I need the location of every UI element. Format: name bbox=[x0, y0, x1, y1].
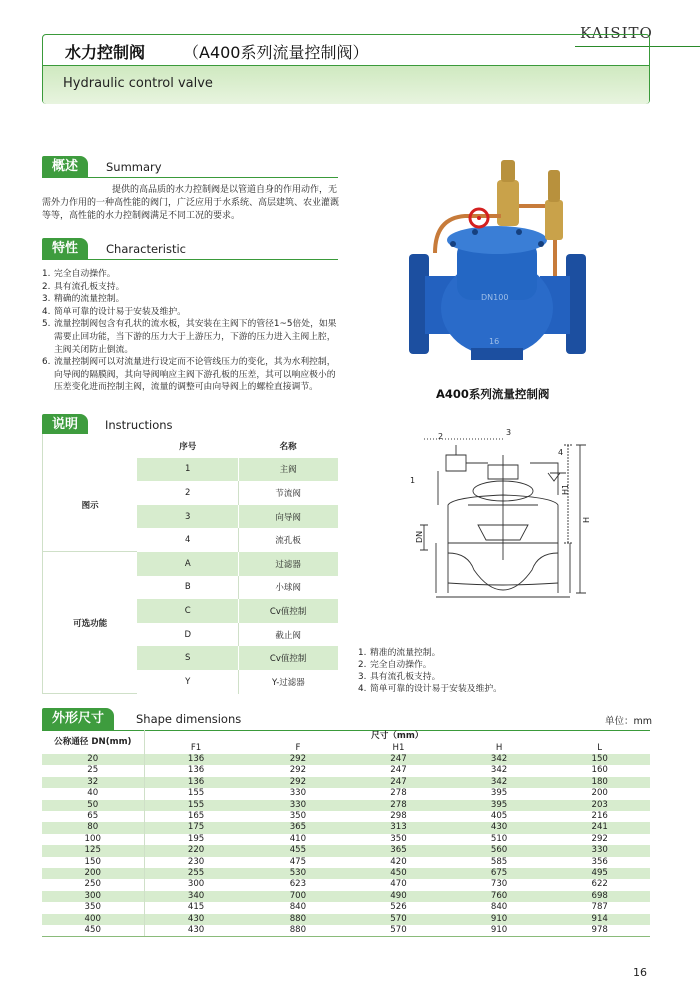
list-item: 3. 精确的流量控制。 bbox=[42, 294, 125, 305]
dimensions-heading-en: Shape dimensions bbox=[136, 712, 242, 726]
cell-value: 313 bbox=[348, 822, 449, 833]
body-mark-pn: 16 bbox=[489, 337, 500, 346]
instructions-table bbox=[42, 434, 338, 694]
cell-value: 180 bbox=[549, 777, 650, 788]
drawing-label-2: 2 bbox=[438, 432, 444, 441]
title-top bbox=[43, 35, 649, 65]
cell-value: 730 bbox=[449, 879, 550, 890]
table-subheader-row: F1 F H1 H L bbox=[190, 742, 603, 753]
cell-value: 365 bbox=[248, 822, 349, 833]
cell-value: 675 bbox=[449, 868, 550, 879]
table-row: 图示 1 主阀 bbox=[43, 458, 338, 482]
cell-dn: 250 bbox=[42, 879, 144, 890]
drawing-label-dn: DN bbox=[415, 530, 424, 543]
dimensions-table-body bbox=[42, 754, 650, 937]
list-item: 5. 流量控制阀包含有孔状的流水板，其安装在主阀下的管径1~5倍处，如果需要止回功能，当下游的压力大于上游压力，下游的压力进入主阀上腔，主阀关闭防止倒流。 bbox=[42, 319, 337, 355]
cell-value: 300 bbox=[144, 879, 248, 890]
cell-value: 526 bbox=[348, 902, 449, 913]
cell-value: 255 bbox=[144, 868, 248, 879]
body-mark-dn: DN100 bbox=[481, 293, 509, 302]
dimensions-tag: 外形尺寸 bbox=[42, 708, 114, 730]
cell-value: 395 bbox=[449, 800, 550, 811]
drawing-label-4: 4 bbox=[558, 448, 564, 457]
cell-value: 350 bbox=[348, 834, 449, 845]
cell-dn: 350 bbox=[42, 902, 144, 913]
col-header-no: 序号 bbox=[137, 434, 239, 458]
table-row bbox=[42, 925, 650, 937]
group-label-diagram: 图示 bbox=[43, 458, 138, 552]
photo-caption: A400系列流量控制阀 bbox=[436, 387, 550, 401]
table-row bbox=[42, 788, 650, 799]
summary-heading-en: Summary bbox=[106, 160, 162, 174]
page-title-model: （A400系列流量控制阀） bbox=[183, 43, 369, 62]
cell-value: 160 bbox=[549, 765, 650, 776]
cell-value: 350 bbox=[248, 811, 349, 822]
cell-value: 155 bbox=[144, 800, 248, 811]
cell-value: 292 bbox=[549, 834, 650, 845]
cell-value: 330 bbox=[248, 800, 349, 811]
cell-dn: 80 bbox=[42, 822, 144, 833]
cell-value: 330 bbox=[248, 788, 349, 799]
cell-value: 420 bbox=[348, 857, 449, 868]
dimensions-table bbox=[42, 730, 650, 937]
cell-dn: 100 bbox=[42, 834, 144, 845]
cell-value: 203 bbox=[549, 800, 650, 811]
cell-value: 530 bbox=[248, 868, 349, 879]
cell-value: 216 bbox=[549, 811, 650, 822]
list-item: 4. 简单可靠的设计易于安装及维护。 bbox=[358, 684, 502, 694]
list-item: 1. 完全自动操作。 bbox=[42, 269, 116, 279]
cell-value: 136 bbox=[144, 777, 248, 788]
cell-value: 570 bbox=[348, 914, 449, 925]
cell-value: 195 bbox=[144, 834, 248, 845]
cell-dn: 65 bbox=[42, 811, 144, 822]
features-list bbox=[358, 647, 502, 695]
table-row bbox=[42, 834, 650, 845]
cell-value: 585 bbox=[449, 857, 550, 868]
cell-value: 560 bbox=[449, 845, 550, 856]
list-item: 3. 具有流孔板支持。 bbox=[358, 672, 441, 682]
table-row bbox=[42, 777, 650, 788]
drawing-label-h: H bbox=[582, 516, 591, 523]
table-row bbox=[42, 914, 650, 925]
characteristic-tag: 特性 bbox=[42, 238, 88, 260]
page-title-cn: 水力控制阀 bbox=[65, 43, 146, 62]
instructions-tag: 说明 bbox=[42, 414, 88, 436]
cell-value: 395 bbox=[449, 788, 550, 799]
cell-value: 247 bbox=[348, 754, 449, 765]
cell-value: 510 bbox=[449, 834, 550, 845]
cell-dn: 150 bbox=[42, 857, 144, 868]
table-row bbox=[42, 765, 650, 776]
cell-dn: 450 bbox=[42, 925, 144, 937]
cell-value: 150 bbox=[549, 754, 650, 765]
cell-value: 175 bbox=[144, 822, 248, 833]
cell-value: 622 bbox=[549, 879, 650, 890]
cell-value: 475 bbox=[248, 857, 349, 868]
table-row: 4 流孔板 bbox=[43, 528, 338, 552]
drawing-label-3: 3 bbox=[506, 428, 512, 437]
cell-value: 698 bbox=[549, 891, 650, 902]
cell-value: 840 bbox=[449, 902, 550, 913]
cell-dn: 32 bbox=[42, 777, 144, 788]
list-item: 6. 流量控制阀可以对流量进行设定而不论管线压力的变化，其为水利控制，向导阀的隔膜阀，其向导阀响应主阀下游孔板的压差，其可以响应极小的压差变化进而控制主阀，流量的调整可由向导阀上的螺栓直接调节。 bbox=[42, 357, 336, 393]
cell-value: 278 bbox=[348, 800, 449, 811]
instructions-heading bbox=[42, 414, 338, 436]
cell-value: 430 bbox=[144, 914, 248, 925]
table-header-row bbox=[42, 731, 650, 743]
cell-value: 241 bbox=[549, 822, 650, 833]
table-row bbox=[42, 879, 650, 890]
cell-value: 455 bbox=[248, 845, 349, 856]
drawing-label-h1: H1 bbox=[561, 483, 570, 495]
table-row: B 小球阀 bbox=[43, 576, 338, 600]
cell-value: 356 bbox=[549, 857, 650, 868]
cell-value: 278 bbox=[348, 788, 449, 799]
table-row: Y Y-过滤器 bbox=[43, 670, 338, 694]
table-row bbox=[42, 754, 650, 765]
cell-value: 136 bbox=[144, 765, 248, 776]
cell-value: 914 bbox=[549, 914, 650, 925]
summary-tag: 概述 bbox=[42, 156, 88, 178]
cell-value: 700 bbox=[248, 891, 349, 902]
cell-value: 430 bbox=[449, 822, 550, 833]
cell-value: 450 bbox=[348, 868, 449, 879]
cell-value: 292 bbox=[248, 754, 349, 765]
table-row bbox=[42, 800, 650, 811]
valve-photo bbox=[405, 158, 590, 368]
cell-value: 978 bbox=[549, 925, 650, 937]
table-header-row bbox=[43, 434, 338, 458]
cell-value: 410 bbox=[248, 834, 349, 845]
table-row bbox=[42, 891, 650, 902]
cell-value: 230 bbox=[144, 857, 248, 868]
cell-value: 880 bbox=[248, 925, 349, 937]
cell-value: 340 bbox=[144, 891, 248, 902]
col-header-name: 名称 bbox=[239, 434, 338, 458]
cell-value: 490 bbox=[348, 891, 449, 902]
cell-value: 298 bbox=[348, 811, 449, 822]
cell-value: 365 bbox=[348, 845, 449, 856]
list-item: 1. 精准的流量控制。 bbox=[358, 648, 441, 658]
cell-dn: 300 bbox=[42, 891, 144, 902]
cell-value: 760 bbox=[449, 891, 550, 902]
title-box bbox=[42, 34, 650, 104]
valve-section-drawing bbox=[408, 425, 598, 600]
table-row bbox=[42, 822, 650, 833]
cell-value: 880 bbox=[248, 914, 349, 925]
table-row: 可选功能 A 过滤器 bbox=[43, 552, 338, 576]
characteristic-heading-en: Characteristic bbox=[106, 242, 186, 256]
table-row: C Cv值控制 bbox=[43, 599, 338, 623]
cell-value: 155 bbox=[144, 788, 248, 799]
drawing-label-1: 1 bbox=[410, 476, 416, 485]
col-header-size: 尺寸（mm） bbox=[144, 731, 650, 743]
cell-value: 910 bbox=[449, 925, 550, 937]
cell-value: 247 bbox=[348, 765, 449, 776]
cell-dn: 400 bbox=[42, 914, 144, 925]
cell-value: 405 bbox=[449, 811, 550, 822]
cell-dn: 125 bbox=[42, 845, 144, 856]
cell-value: 342 bbox=[449, 754, 550, 765]
unit-label: 单位：mm bbox=[605, 716, 653, 727]
cell-dn: 200 bbox=[42, 868, 144, 879]
table-row: S Cv值控制 bbox=[43, 646, 338, 670]
dimensions-heading bbox=[42, 708, 653, 730]
cell-value: 910 bbox=[449, 914, 550, 925]
table-row: 3 向导阀 bbox=[43, 505, 338, 529]
cell-value: 220 bbox=[144, 845, 248, 856]
cell-value: 415 bbox=[144, 902, 248, 913]
page-number: 16 bbox=[633, 966, 647, 979]
cell-value: 623 bbox=[248, 879, 349, 890]
table-row bbox=[42, 868, 650, 879]
cell-dn: 40 bbox=[42, 788, 144, 799]
cell-value: 787 bbox=[549, 902, 650, 913]
summary-heading bbox=[42, 156, 338, 178]
cell-value: 200 bbox=[549, 788, 650, 799]
cell-value: 570 bbox=[348, 925, 449, 937]
cell-value: 292 bbox=[248, 777, 349, 788]
table-row: 2 节流阀 bbox=[43, 481, 338, 505]
cell-value: 342 bbox=[449, 777, 550, 788]
title-subtitle-band bbox=[43, 65, 649, 104]
characteristic-list bbox=[42, 268, 342, 394]
cell-value: 495 bbox=[549, 868, 650, 879]
page-title-en: Hydraulic control valve bbox=[63, 76, 213, 91]
group-label-options: 可选功能 bbox=[43, 552, 138, 694]
list-item: 4. 简单可靠的设计易于安装及维护。 bbox=[42, 306, 186, 317]
cell-value: 840 bbox=[248, 902, 349, 913]
cell-dn: 25 bbox=[42, 765, 144, 776]
instructions-heading-en: Instructions bbox=[105, 418, 173, 432]
cell-value: 292 bbox=[248, 765, 349, 776]
cell-value: 470 bbox=[348, 879, 449, 890]
cell-value: 342 bbox=[449, 765, 550, 776]
table-row: D 截止阀 bbox=[43, 623, 338, 647]
summary-text: 提供的高品质的水力控制阀是以管道自身的作用动作，无需外力作用的一种高性能的阀门，广泛应用于水系统、高层建筑、农业灌溉等等，高性能的水力控制阀满足不同工况的要求。 bbox=[42, 185, 340, 221]
cell-value: 165 bbox=[144, 811, 248, 822]
cell-value: 247 bbox=[348, 777, 449, 788]
cell-value: 330 bbox=[549, 845, 650, 856]
cell-value: 136 bbox=[144, 754, 248, 765]
brand-logo-text: KAISITO bbox=[580, 24, 653, 42]
table-row bbox=[42, 845, 650, 856]
list-item: 2. 完全自动操作。 bbox=[358, 660, 432, 670]
list-item: 2. 具有流孔板支持。 bbox=[42, 281, 125, 292]
col-header-dn: 公称通径 DN(mm) bbox=[42, 731, 144, 754]
cell-dn: 20 bbox=[42, 754, 144, 765]
cell-dn: 50 bbox=[42, 800, 144, 811]
table-row bbox=[42, 857, 650, 868]
cell-value: 430 bbox=[144, 925, 248, 937]
table-row bbox=[42, 811, 650, 822]
characteristic-heading bbox=[42, 238, 338, 260]
table-row bbox=[42, 902, 650, 913]
